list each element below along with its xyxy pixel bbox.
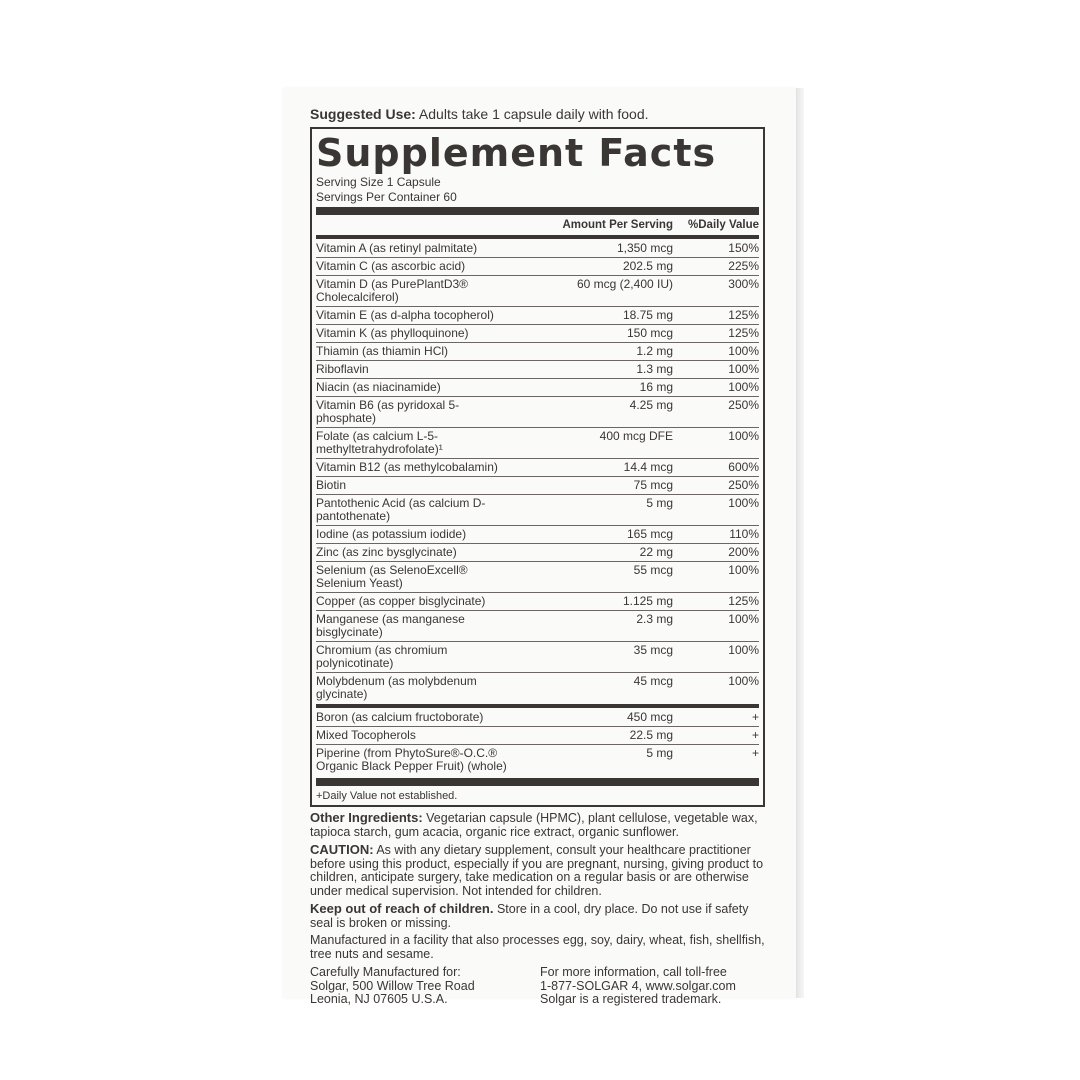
label-content: [310, 106, 765, 1007]
nutrient-row: [316, 727, 759, 745]
nutrient-amount: 165 mcg: [626, 527, 673, 541]
nutrient-daily-value: 225%: [728, 259, 759, 273]
nutrient-name: Boron (as calcium fructoborate): [316, 710, 484, 724]
nutrient-name: Vitamin B6 (as pyridoxal 5-phosphate): [316, 398, 460, 425]
nutrient-daily-value: +: [751, 710, 759, 724]
nutrient-row: [316, 428, 759, 459]
divider-medium: [316, 235, 759, 239]
serving-size: Serving Size 1 Capsule: [316, 175, 441, 189]
nutrient-daily-value: 100%: [728, 563, 759, 577]
manufacturer-info: [310, 966, 530, 1007]
nutrient-amount: 450 mcg: [626, 710, 673, 724]
nutrient-daily-value: 125%: [728, 308, 759, 322]
nutrient-row: [316, 258, 759, 276]
nutrient-rows: [316, 240, 759, 703]
facts-title: Supplement Facts: [316, 131, 717, 175]
nutrient-amount: 150 mcg: [626, 326, 673, 340]
manufacturer-line: Solgar, 500 Willow Tree Road: [310, 978, 475, 993]
other-ingredients: [310, 811, 765, 839]
caution: [310, 843, 765, 898]
nutrient-daily-value: 250%: [728, 398, 759, 412]
nutrient-row: [316, 240, 759, 258]
contact-line: Solgar is a registered trademark.: [540, 992, 722, 1006]
nutrient-row: [316, 642, 759, 673]
nutrient-daily-value: 100%: [728, 429, 759, 443]
nutrient-daily-value: 125%: [728, 326, 759, 340]
nutrient-name: Riboflavin: [316, 362, 369, 376]
nutrient-name: Molybdenum (as molybdenum glycinate): [316, 674, 477, 701]
nutrient-daily-value: 100%: [728, 362, 759, 376]
nutrient-name: Zinc (as zinc bysglycinate): [316, 545, 457, 559]
other-ingredients-label: Other Ingredients:: [310, 810, 423, 825]
other-nutrient-rows: [316, 709, 759, 775]
keep-out-text: Store in a cool, dry place. Do not use if safety seal is broken or missing.: [310, 902, 749, 930]
nutrient-amount: 45 mcg: [633, 674, 673, 688]
nutrient-daily-value: 100%: [728, 674, 759, 688]
nutrient-amount: 14.4 mcg: [623, 460, 673, 474]
facts-header-row: [316, 217, 759, 234]
manufacturer-line: Carefully Manufactured for:: [310, 965, 461, 979]
nutrient-amount: 5 mg: [646, 746, 673, 760]
nutrient-row: [316, 477, 759, 495]
nutrient-daily-value: 100%: [728, 612, 759, 626]
nutrient-row: [316, 593, 759, 611]
nutrient-name: Chromium (as chromium polynicotinate): [316, 643, 448, 670]
contact-line: For more information, call toll-free: [540, 965, 727, 979]
keep-out-of-reach: [310, 902, 765, 930]
nutrient-daily-value: 100%: [728, 380, 759, 394]
nutrient-row: [316, 379, 759, 397]
nutrient-daily-value: 100%: [728, 643, 759, 657]
nutrient-amount: 2.3 mg: [636, 612, 673, 626]
nutrient-name: Vitamin B12 (as methylcobalamin): [316, 460, 498, 474]
nutrient-row: [316, 562, 759, 593]
nutrient-name: Vitamin C (as ascorbic acid): [316, 259, 466, 273]
nutrient-daily-value: 200%: [728, 545, 759, 559]
nutrient-amount: 22.5 mg: [629, 728, 673, 742]
manufacturer-line: Leonia, NJ 07605 U.S.A.: [310, 992, 448, 1006]
nutrient-daily-value: 600%: [728, 460, 759, 474]
nutrient-name: Vitamin E (as d-alpha tocopherol): [316, 308, 494, 322]
nutrient-amount: 75 mcg: [633, 478, 673, 492]
keep-out-label: Keep out of reach of children.: [310, 901, 494, 916]
nutrient-daily-value: +: [751, 728, 759, 742]
nutrient-row: [316, 526, 759, 544]
nutrient-row: [316, 544, 759, 562]
nutrient-name: Iodine (as potassium iodide): [316, 527, 467, 541]
nutrient-row: [316, 397, 759, 428]
nutrient-daily-value: 300%: [728, 277, 759, 291]
nutrient-name: Vitamin D (as PurePlantD3® Cholecalciferol): [316, 277, 469, 304]
panel-edge-shadow: [796, 88, 804, 998]
nutrient-name: Vitamin A (as retinyl palmitate): [316, 241, 478, 255]
nutrient-name: Manganese (as manganese bisglycinate): [316, 612, 465, 639]
caution-text: As with any dietary supplement, consult your healthcare practitioner before using this product, especially if you are pregnant, nursing, giving product to children, anticipate surgery, take medication on a regular basis or are otherwise under medical supervision. Not intended for children.: [310, 843, 764, 898]
nutrient-amount: 1.2 mg: [636, 344, 673, 358]
nutrient-amount: 4.25 mg: [629, 398, 673, 412]
nutrient-name: Niacin (as niacinamide): [316, 380, 441, 394]
nutrient-row: [316, 673, 759, 703]
nutrient-daily-value: 100%: [728, 496, 759, 510]
header-amount: Amount Per Serving: [562, 219, 673, 231]
nutrient-daily-value: 125%: [728, 594, 759, 608]
nutrient-name: Vitamin K (as phylloquinone): [316, 326, 469, 340]
nutrient-name: Mixed Tocopherols: [316, 728, 416, 742]
divider-thick: [316, 207, 759, 215]
nutrient-amount: 1.3 mg: [636, 362, 673, 376]
nutrient-amount: 1.125 mg: [622, 594, 673, 608]
nutrient-amount: 16 mg: [639, 380, 673, 394]
label-panel: [283, 88, 796, 1006]
suggested-use-label: Suggested Use:: [310, 106, 416, 122]
nutrient-daily-value: 250%: [728, 478, 759, 492]
divider-medium: [316, 704, 759, 708]
nutrient-amount: 18.75 mg: [622, 308, 673, 322]
nutrient-row: [316, 276, 759, 307]
nutrient-row: [316, 361, 759, 379]
nutrient-amount: 202.5 mg: [622, 259, 673, 273]
nutrient-amount: 60 mcg (2,400 IU): [576, 277, 673, 291]
nutrient-name: Piperine (from PhytoSure®-O.C.® Organic Black Pepper Fruit) (whole): [316, 746, 507, 773]
nutrient-row: [316, 343, 759, 361]
divider-thick: [316, 778, 759, 786]
header-daily-value: %Daily Value: [688, 219, 759, 231]
nutrient-row: [316, 745, 759, 775]
contact-info: [540, 966, 765, 1007]
nutrient-amount: 5 mg: [646, 496, 673, 510]
nutrient-name: Pantothenic Acid (as calcium D-pantothenate): [316, 496, 486, 523]
nutrient-name: Thiamin (as thiamin HCl): [316, 344, 449, 358]
nutrient-daily-value: 110%: [729, 527, 759, 541]
nutrient-amount: 55 mcg: [633, 563, 673, 577]
servings-per-container: Servings Per Container 60: [316, 190, 457, 204]
dv-footnote: +Daily Value not established.: [316, 790, 458, 802]
nutrient-daily-value: 100%: [728, 344, 759, 358]
bottom-info: [310, 966, 765, 1007]
nutrient-amount: 400 mcg DFE: [599, 429, 673, 443]
nutrient-row: [316, 611, 759, 642]
nutrient-daily-value: 150%: [728, 241, 759, 255]
nutrient-row: [316, 307, 759, 325]
nutrient-row: [316, 325, 759, 343]
suggested-use-text: Adults take 1 capsule daily with food.: [415, 106, 649, 122]
nutrient-row: [316, 495, 759, 526]
suggested-use: [310, 106, 765, 126]
nutrient-amount: 35 mcg: [633, 643, 673, 657]
nutrient-row: [316, 459, 759, 477]
facility-statement: Manufactured in a facility that also processes egg, soy, dairy, wheat, fish, shellfish, tree nuts and sesame.: [310, 933, 765, 961]
nutrient-name: Biotin: [316, 478, 347, 492]
nutrient-daily-value: +: [751, 746, 759, 760]
contact-line: 1-877-SOLGAR 4, www.solgar.com: [540, 978, 736, 993]
caution-label: CAUTION:: [310, 842, 374, 857]
nutrient-amount: 22 mg: [639, 545, 673, 559]
nutrient-row: [316, 709, 759, 727]
nutrient-name: Copper (as copper bisglycinate): [316, 594, 486, 608]
nutrient-name: Folate (as calcium L-5-methyltetrahydrofolate)¹: [316, 429, 443, 456]
nutrient-name: Selenium (as SelenoExcell® Selenium Yeast): [316, 563, 468, 590]
other-ingredients-text: Vegetarian capsule (HPMC), plant cellulose, vegetable wax, tapioca starch, gum acacia, organic rice extract, organic sunflower.: [310, 811, 758, 839]
supplement-facts-box: [310, 127, 765, 807]
nutrient-amount: 1,350 mcg: [616, 241, 673, 255]
